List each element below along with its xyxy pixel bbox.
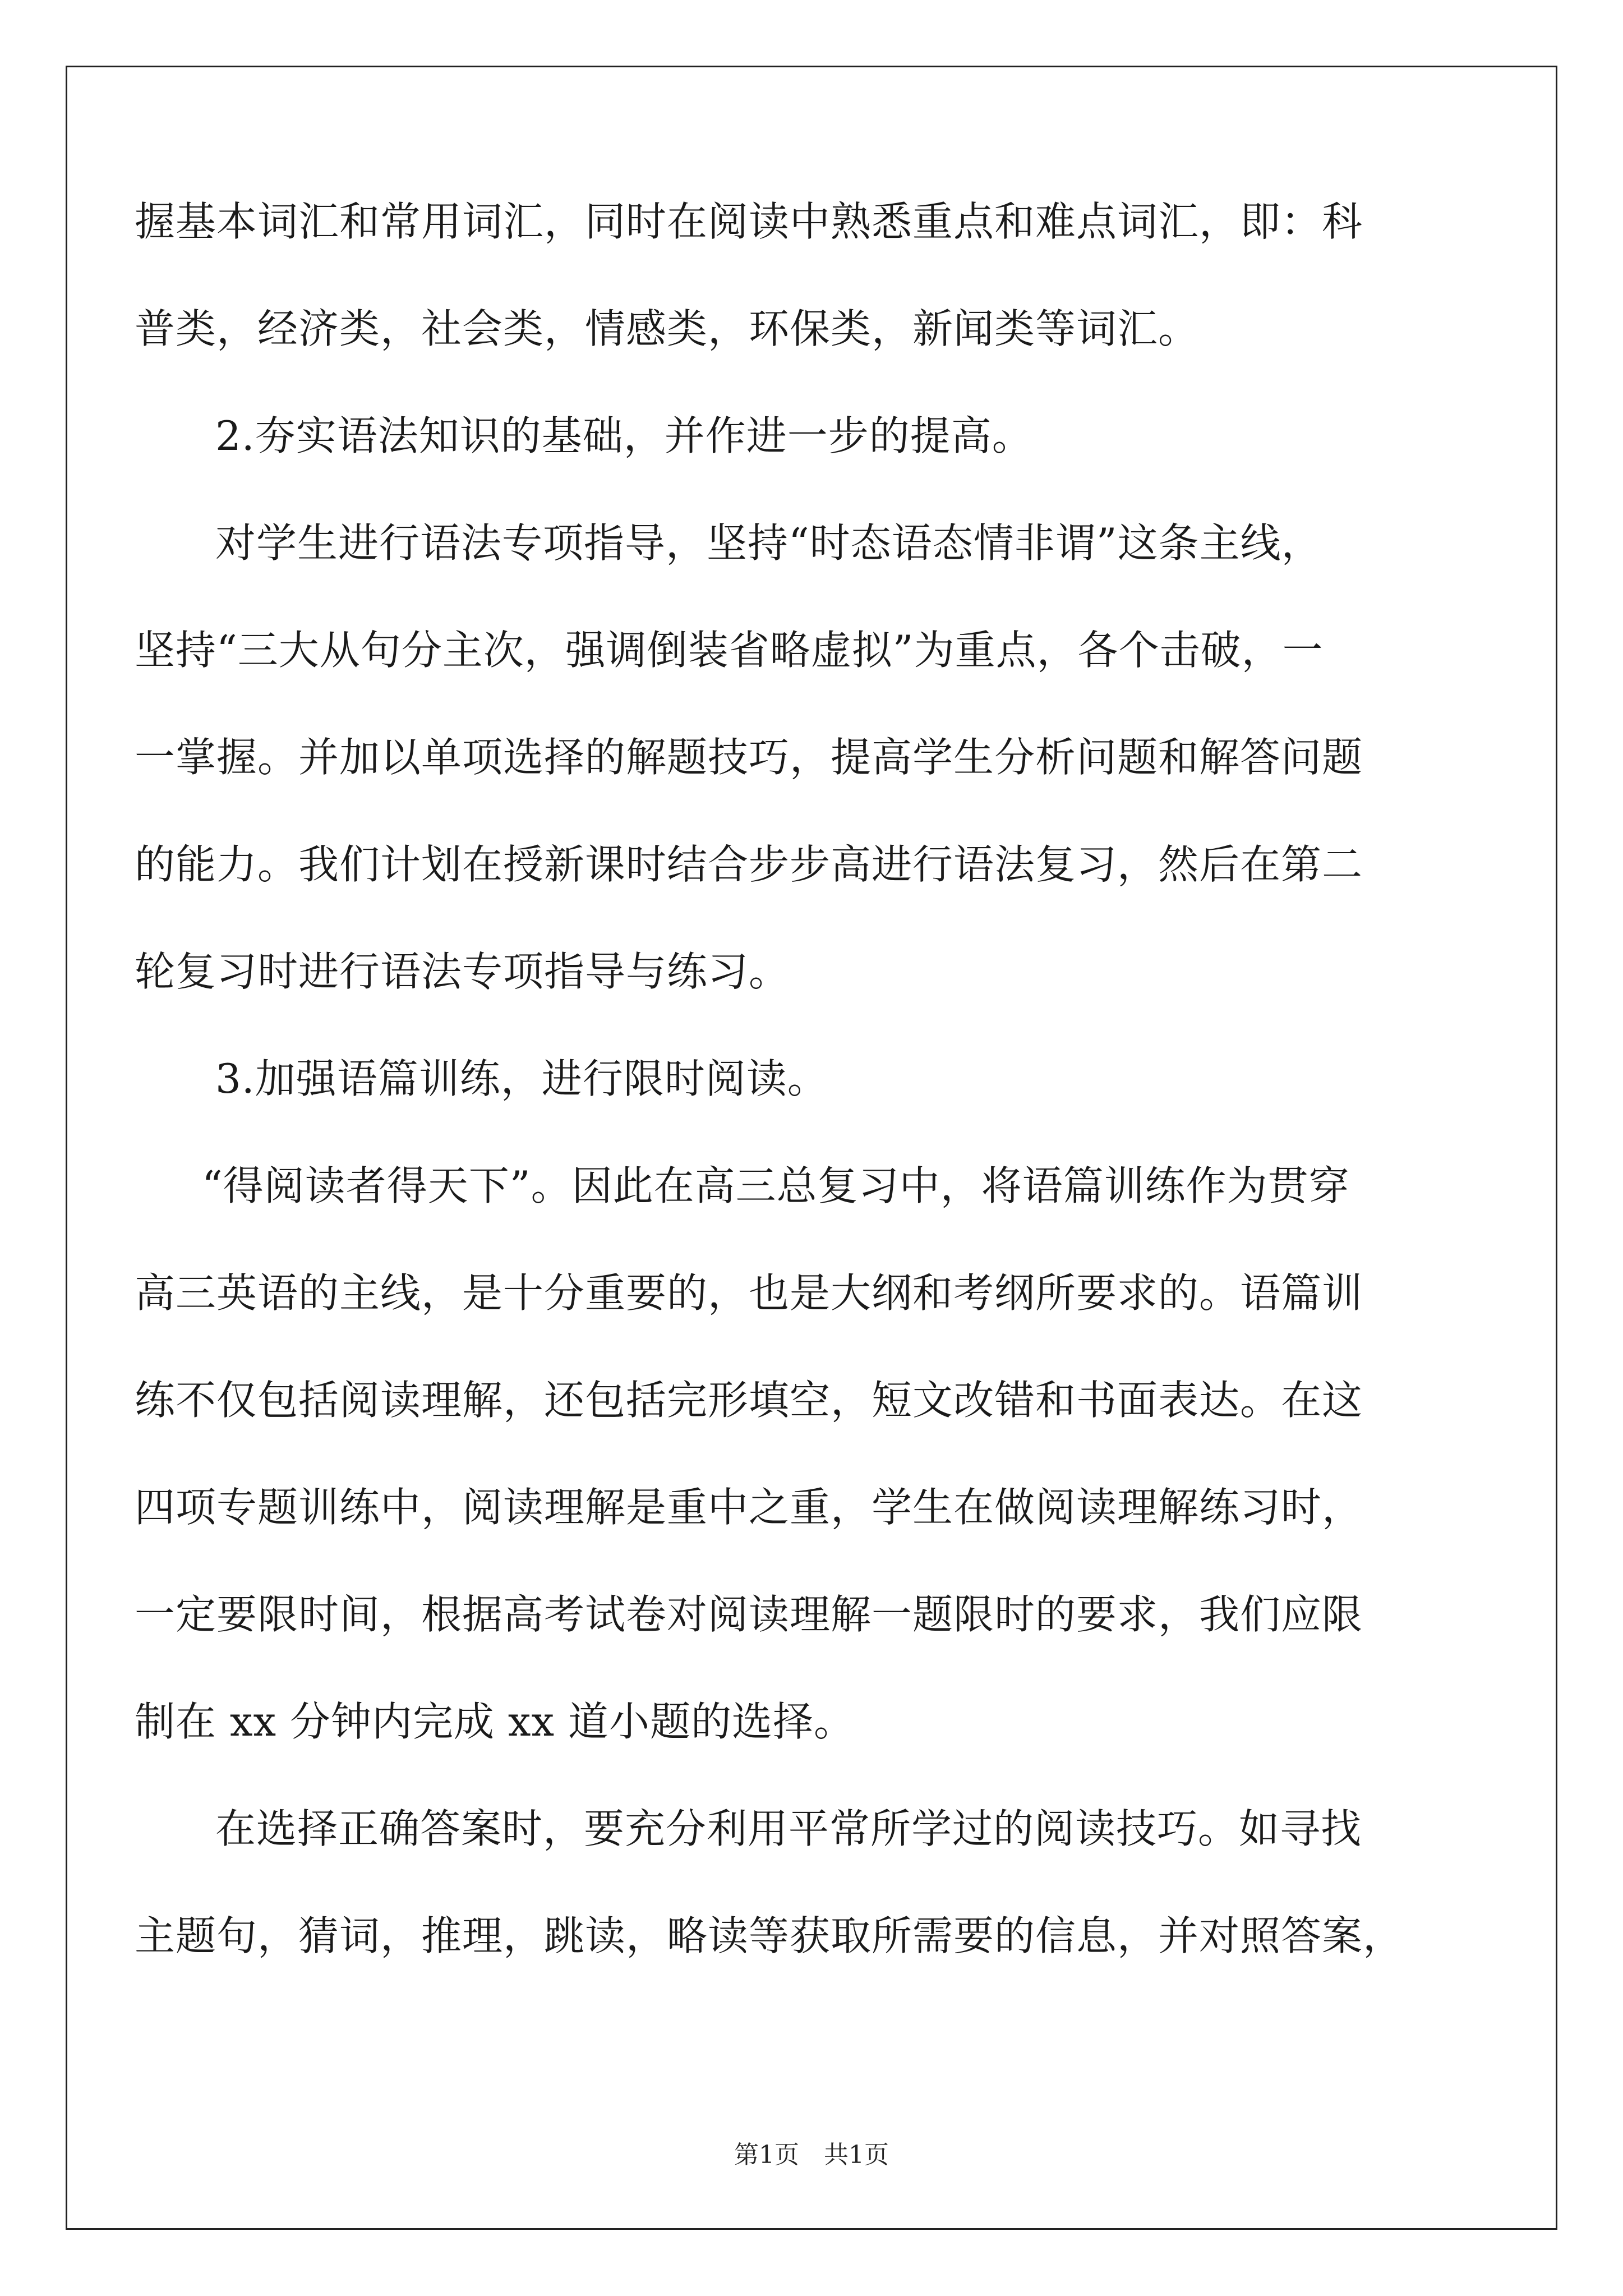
text-line: 制在 xx 分钟内完成 xx 道小题的选择。 — [135, 1698, 855, 1745]
text-line: 对学生进行语法专项指导，坚持“时态语态情非谓”这条主线， — [215, 519, 1322, 567]
text-line: 四项专题训练中，阅读理解是重中之重，学生在做阅读理解练习时， — [135, 1484, 1363, 1531]
text-line: 练不仅包括阅读理解，还包括完形填空，短文改错和书面表达。在这 — [135, 1377, 1363, 1424]
text-line: 普类，经济类，社会类，情感类，环保类，新闻类等词汇。 — [135, 305, 1200, 352]
text-line: 主题句，猜词，推理，跳读，略读等获取所需要的信息，并对照答案， — [135, 1912, 1404, 1959]
document-body — [135, 168, 1436, 1990]
section-heading: 2.夯实语法知识的基础，并作进一步的提高。 — [215, 412, 1033, 459]
text-line: 在选择正确答案时，要充分利用平常所学过的阅读技巧。如寻找 — [215, 1805, 1362, 1852]
page-number: 第1页 共1页 — [734, 2141, 889, 2169]
text-line: “得阅读者得天下”。因此在高三总复习中，将语篇训练作为贯穿 — [202, 1162, 1350, 1209]
text-line: 轮复习时进行语法专项指导与练习。 — [135, 948, 790, 995]
text-line: 握基本词汇和常用词汇，同时在阅读中熟悉重点和难点词汇，即：科 — [135, 198, 1363, 245]
text-line: 坚持“三大从句分主次，强调倒装省略虚拟”为重点，各个击破，一 — [135, 627, 1324, 674]
text-line: 高三英语的主线，是十分重要的，也是大纲和考纲所要求的。语篇训 — [135, 1269, 1363, 1317]
section-heading: 3.加强语篇训练，进行限时阅读。 — [215, 1055, 828, 1102]
text-line: 一定要限时间，根据高考试卷对阅读理解一题限时的要求，我们应限 — [135, 1591, 1363, 1638]
text-line: 一掌握。并加以单项选择的解题技巧，提高学生分析问题和解答问题 — [135, 734, 1363, 781]
text-line: 的能力。我们计划在授新课时结合步步高进行语法复习，然后在第二 — [135, 841, 1363, 888]
